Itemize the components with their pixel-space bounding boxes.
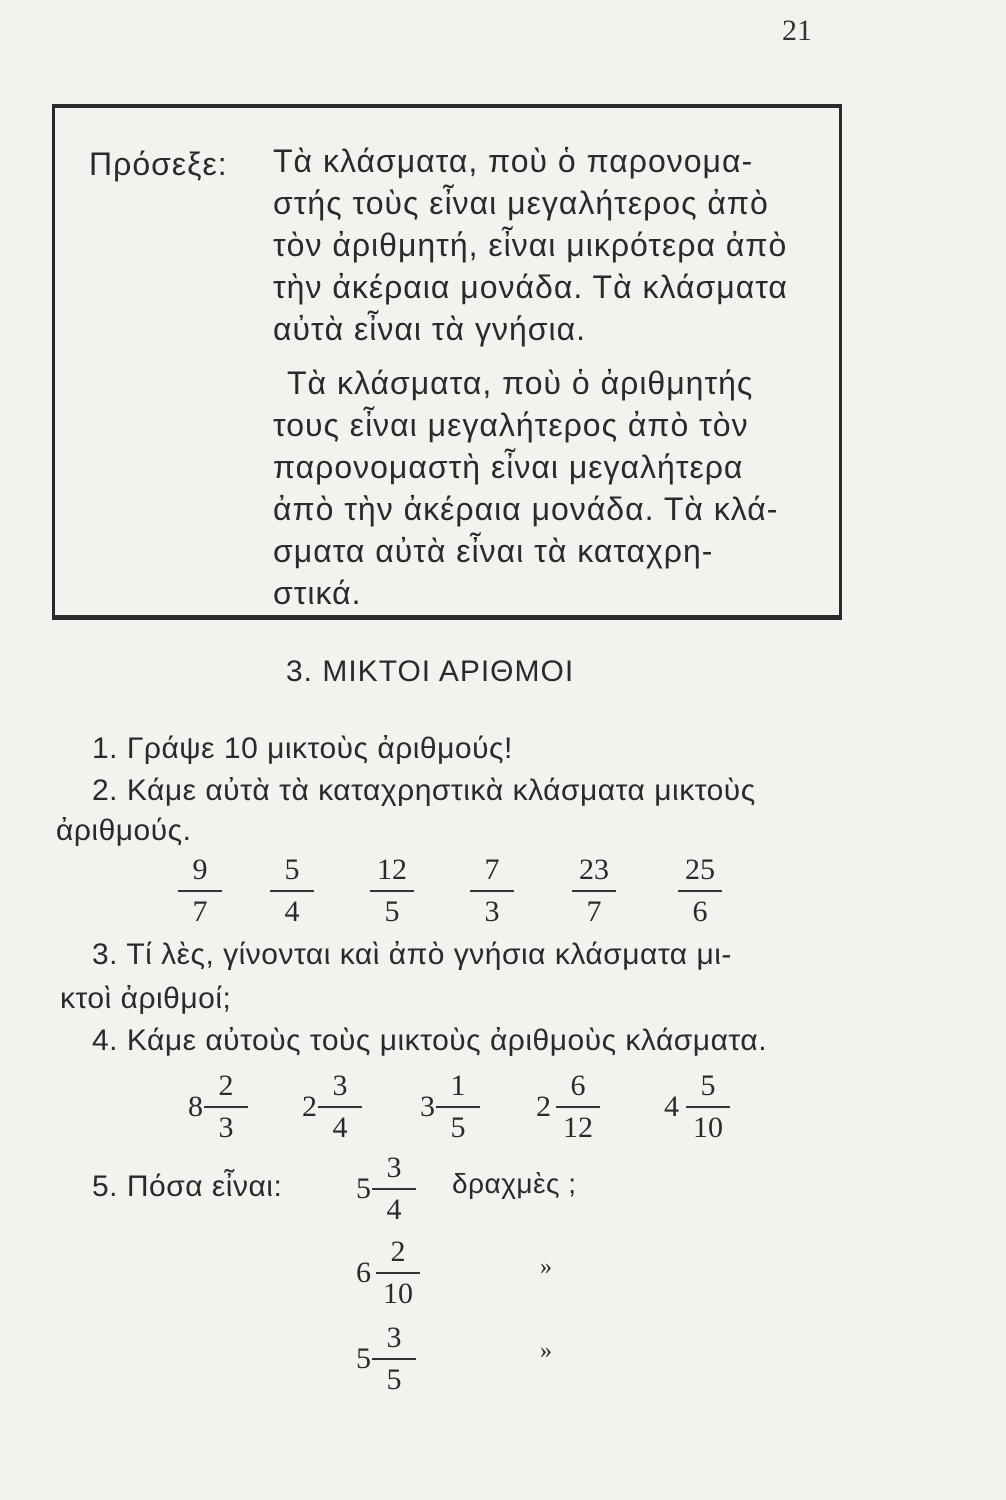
fraction xyxy=(270,852,314,930)
fraction-bar xyxy=(436,1106,480,1108)
exercise-2-line-2: ἀριθμούς. xyxy=(56,814,192,847)
note-paragraph-improper-fractions xyxy=(273,362,833,614)
note-label: Πρόσεξε: xyxy=(89,146,228,182)
text-line: στικά. xyxy=(273,575,362,611)
numerator: 12 xyxy=(377,853,407,886)
text-line: στής τοὺς εἶναι μεγαλήτερος ἀπὸ xyxy=(273,185,769,221)
numerator: 23 xyxy=(579,853,609,886)
fraction xyxy=(372,1150,416,1228)
numerator: 2 xyxy=(390,1235,406,1268)
numerator: 6 xyxy=(570,1069,586,1102)
denominator: 7 xyxy=(192,894,208,928)
text-line: παρονομαστὴ εἶναι μεγαλήτερα xyxy=(273,449,744,485)
numerator: 1 xyxy=(450,1069,466,1102)
mixed-number-whole: 2 xyxy=(302,1090,317,1123)
exercise-4: 4. Κάμε αὐτοὺς τοὺς μικτοὺς ἀριθμοὺς κλάσματα. xyxy=(92,1024,768,1057)
page-number: 21 xyxy=(782,14,812,47)
mixed-number-whole: 4 xyxy=(664,1090,679,1123)
fraction-bar xyxy=(178,890,222,892)
denominator: 3 xyxy=(484,894,500,928)
fraction-bar xyxy=(270,890,314,892)
fraction-bar xyxy=(372,1188,416,1190)
text-line: σματα αὐτὰ εἶναι τὰ καταχρη- xyxy=(273,533,714,569)
denominator: 10 xyxy=(383,1276,413,1310)
text-line: τὸν ἀριθμητή, εἶναι μικρότερα ἀπὸ xyxy=(273,227,788,263)
text-line: τὴν ἀκέραια μονάδα. Τὰ κλάσματα xyxy=(273,269,788,305)
text-line: ἀπὸ τὴν ἀκέραια μονάδα. Τὰ κλά- xyxy=(273,491,779,527)
fraction xyxy=(686,1068,730,1146)
text-line: Τὰ κλάσματα, ποὺ ὁ παρονομα- xyxy=(273,143,754,179)
fraction xyxy=(370,852,414,930)
numerator: 9 xyxy=(192,853,208,886)
denominator: 6 xyxy=(692,894,708,928)
fraction xyxy=(376,1234,420,1312)
denominator: 4 xyxy=(284,894,300,928)
fraction-bar xyxy=(204,1106,248,1108)
denominator: 4 xyxy=(332,1110,348,1144)
fraction xyxy=(204,1068,248,1146)
denominator: 3 xyxy=(218,1110,234,1144)
mixed-number-whole: 8 xyxy=(188,1090,203,1123)
mixed-number-whole: 2 xyxy=(536,1090,551,1123)
text-line: Τὰ κλάσματα, ποὺ ὁ ἀριθμητής xyxy=(287,365,754,401)
exercise-3-line-2: κτοὶ ἀριθμοί; xyxy=(60,982,232,1015)
fraction xyxy=(678,852,722,930)
text-line: αὐτὰ εἶναι τὰ γνήσια. xyxy=(273,311,586,347)
text-line: τους εἶναι μεγαλήτερος ἀπὸ τὸν xyxy=(273,407,749,443)
exercise-3-line-1: 3. Τί λὲς, γίνονται καὶ ἀπὸ γνήσια κλάσματα μι- xyxy=(92,938,732,971)
numerator: 3 xyxy=(386,1151,402,1184)
denominator: 5 xyxy=(384,894,400,928)
numerator: 3 xyxy=(332,1069,348,1102)
fraction xyxy=(572,852,616,930)
denominator: 5 xyxy=(450,1110,466,1144)
mixed-number-whole: 5 xyxy=(356,1342,371,1375)
fraction-bar xyxy=(572,890,616,892)
numerator: 5 xyxy=(284,853,300,886)
numerator: 3 xyxy=(386,1321,402,1354)
fraction-bar xyxy=(678,890,722,892)
fraction-bar xyxy=(686,1106,730,1108)
numerator: 2 xyxy=(218,1069,234,1102)
fraction-bar xyxy=(370,890,414,892)
unit-drachmas: δραχμὲς ; xyxy=(452,1168,577,1199)
exercise-2-line-1: 2. Κάμε αὐτὰ τὰ καταχρηστικὰ κλάσματα μικτοὺς xyxy=(92,774,756,807)
mixed-number-whole: 3 xyxy=(420,1090,435,1123)
exercise-5-label: 5. Πόσα εἶναι: xyxy=(92,1170,283,1203)
note-paragraph-proper-fractions xyxy=(273,140,833,350)
fraction xyxy=(178,852,222,930)
numerator: 25 xyxy=(685,853,715,886)
ditto-mark: » xyxy=(540,1338,552,1364)
numerator: 5 xyxy=(700,1069,716,1102)
fraction xyxy=(470,852,514,930)
fraction-bar xyxy=(318,1106,362,1108)
denominator: 12 xyxy=(563,1110,593,1144)
exercise-1: 1. Γράψε 10 μικτοὺς ἀριθμούς! xyxy=(92,732,513,765)
mixed-number-whole: 5 xyxy=(356,1172,371,1205)
denominator: 5 xyxy=(386,1362,402,1396)
denominator: 7 xyxy=(586,894,602,928)
fraction-bar xyxy=(372,1358,416,1360)
fraction xyxy=(372,1320,416,1398)
fraction xyxy=(556,1068,600,1146)
note-box xyxy=(52,104,842,620)
fraction-bar xyxy=(376,1272,420,1274)
ditto-mark: » xyxy=(540,1254,552,1280)
section-title: 3. ΜΙΚΤΟΙ ΑΡΙΘΜΟΙ xyxy=(286,655,575,688)
fraction-bar xyxy=(556,1106,600,1108)
denominator: 10 xyxy=(693,1110,723,1144)
mixed-number-whole: 6 xyxy=(356,1256,371,1289)
numerator: 7 xyxy=(484,853,500,886)
fraction-bar xyxy=(470,890,514,892)
fraction xyxy=(318,1068,362,1146)
denominator: 4 xyxy=(386,1192,402,1226)
fraction xyxy=(436,1068,480,1146)
